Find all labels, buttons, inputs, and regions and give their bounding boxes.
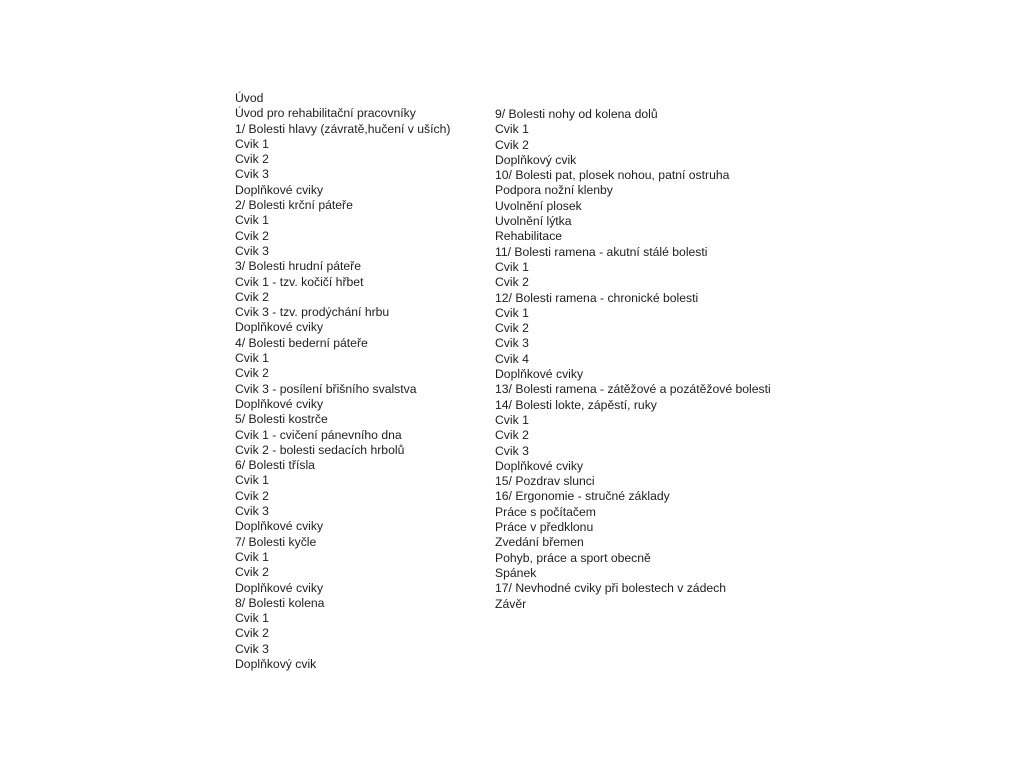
toc-entry: Cvik 2: [235, 228, 269, 243]
toc-entry: Cvik 3: [235, 243, 269, 258]
toc-entry: Cvik 2: [495, 321, 529, 336]
toc-entry: Uvolnění lýtka: [495, 214, 572, 229]
toc-entry: Cvik 1: [235, 473, 269, 488]
toc-entry: Úvod pro rehabilitační pracovníky: [235, 106, 416, 121]
toc-entry: 3/ Bolesti hrudní páteře: [235, 259, 362, 274]
toc-entry: Cvik 2 - bolesti sedacích hrbolů: [235, 442, 405, 457]
toc-entry: Cvik 3 - tzv. prodýchání hrbu: [235, 305, 390, 320]
toc-entry: Cvik 2: [235, 626, 269, 641]
toc-entry: 9/ Bolesti nohy od kolena dolů: [495, 107, 658, 121]
toc-entry: 12/ Bolesti ramena - chronické bolesti: [495, 290, 699, 305]
toc-entry: 4/ Bolesti bederní páteře: [235, 335, 368, 350]
toc-entry: Doplňkové cviky: [235, 320, 324, 335]
toc-entry: Cvik 1: [235, 611, 269, 626]
toc-entry: Cvik 2: [495, 137, 529, 152]
toc-entry: 1/ Bolesti hlavy (závratě,hučení v uších): [235, 121, 451, 136]
toc-entry: Práce v předklonu: [495, 520, 594, 535]
toc-entry: 15/ Pozdrav slunci: [495, 474, 595, 489]
toc-entry: 2/ Bolesti krční páteře: [235, 198, 353, 213]
toc-entry: Práce s počítačem: [495, 504, 596, 519]
toc-entry: Zvedání břemen: [495, 535, 584, 550]
toc-entry: Cvik 3: [235, 167, 269, 182]
toc-entry: 10/ Bolesti pat, plosek nohou, patní ostruha: [495, 168, 730, 183]
toc-entry: Cvik 4: [495, 351, 529, 366]
toc-entry: Cvik 1 - cvičení pánevního dna: [235, 427, 402, 442]
toc-entry: Cvik 3: [495, 336, 529, 351]
toc-entry: Cvik 1: [235, 351, 269, 366]
toc-entry: Doplňkový cvik: [495, 152, 577, 167]
toc-entry: Cvik 1 - tzv. kočičí hřbet: [235, 274, 364, 289]
toc-entry: Cvik 1: [495, 122, 529, 137]
toc-entry: Doplňkové cviky: [235, 580, 324, 595]
toc-entry: Doplňkové cviky: [495, 367, 584, 382]
toc-entry: 5/ Bolesti kostrče: [235, 412, 328, 427]
toc-entry: Cvik 2: [235, 152, 269, 167]
toc-entry: Doplňkové cviky: [235, 396, 324, 411]
toc-entry: Cvik 2: [235, 289, 269, 304]
toc-entry: Cvik 2: [235, 565, 269, 580]
toc-entry: Cvik 1: [235, 213, 269, 228]
toc-left-column: [235, 91, 450, 672]
toc-entry: Cvik 1: [235, 549, 269, 564]
toc-entry: Doplňkové cviky: [235, 519, 324, 534]
toc-entry: Cvik 3: [235, 641, 269, 656]
toc-entry: Cvik 3 - posílení břišního svalstva: [235, 381, 417, 396]
toc-entry: 6/ Bolesti třísla: [235, 458, 315, 473]
toc-entry: Cvik 1: [235, 136, 269, 151]
toc-entry: Uvolnění plosek: [495, 198, 582, 213]
toc-entry: Doplňkový cvik: [235, 656, 317, 671]
toc-entry: Cvik 2: [495, 275, 529, 290]
toc-entry: Cvik 1: [495, 412, 529, 427]
toc-entry: Podpora nožní klenby: [495, 183, 613, 198]
toc-entry: 7/ Bolesti kyčle: [235, 534, 317, 549]
toc-entry: 8/ Bolesti kolena: [235, 595, 325, 610]
toc-entry: Závěr: [495, 596, 527, 611]
toc-entry: 13/ Bolesti ramena - zátěžové a pozátěžové bolesti: [495, 382, 771, 397]
toc-entry: Cvik 1: [495, 259, 529, 274]
toc-entry: Cvik 2: [495, 428, 529, 443]
toc-entry: Cvik 2: [235, 488, 269, 503]
toc-entry: 16/ Ergonomie - stručné základy: [495, 489, 670, 504]
toc-entry: Rehabilitace: [495, 229, 563, 244]
toc-entry: 14/ Bolesti lokte, zápěstí, ruky: [495, 397, 657, 412]
toc-entry: 17/ Nevhodné cviky při bolestech v zádech: [495, 581, 727, 596]
toc-entry: Spánek: [495, 565, 537, 580]
toc-right-column: [495, 107, 771, 612]
toc-entry: Cvik 2: [235, 366, 269, 381]
toc-entry: Doplňkové cviky: [495, 458, 584, 473]
toc-entry: Cvik 3: [495, 443, 529, 458]
toc-entry: Cvik 1: [495, 305, 529, 320]
toc-entry: Doplňkové cviky: [235, 182, 324, 197]
toc-entry: Pohyb, práce a sport obecně: [495, 550, 651, 565]
toc-entry: 11/ Bolesti ramena - akutní stálé bolesti: [495, 244, 708, 259]
toc-entry: Cvik 3: [235, 504, 269, 519]
toc-entry: Úvod: [235, 91, 264, 105]
